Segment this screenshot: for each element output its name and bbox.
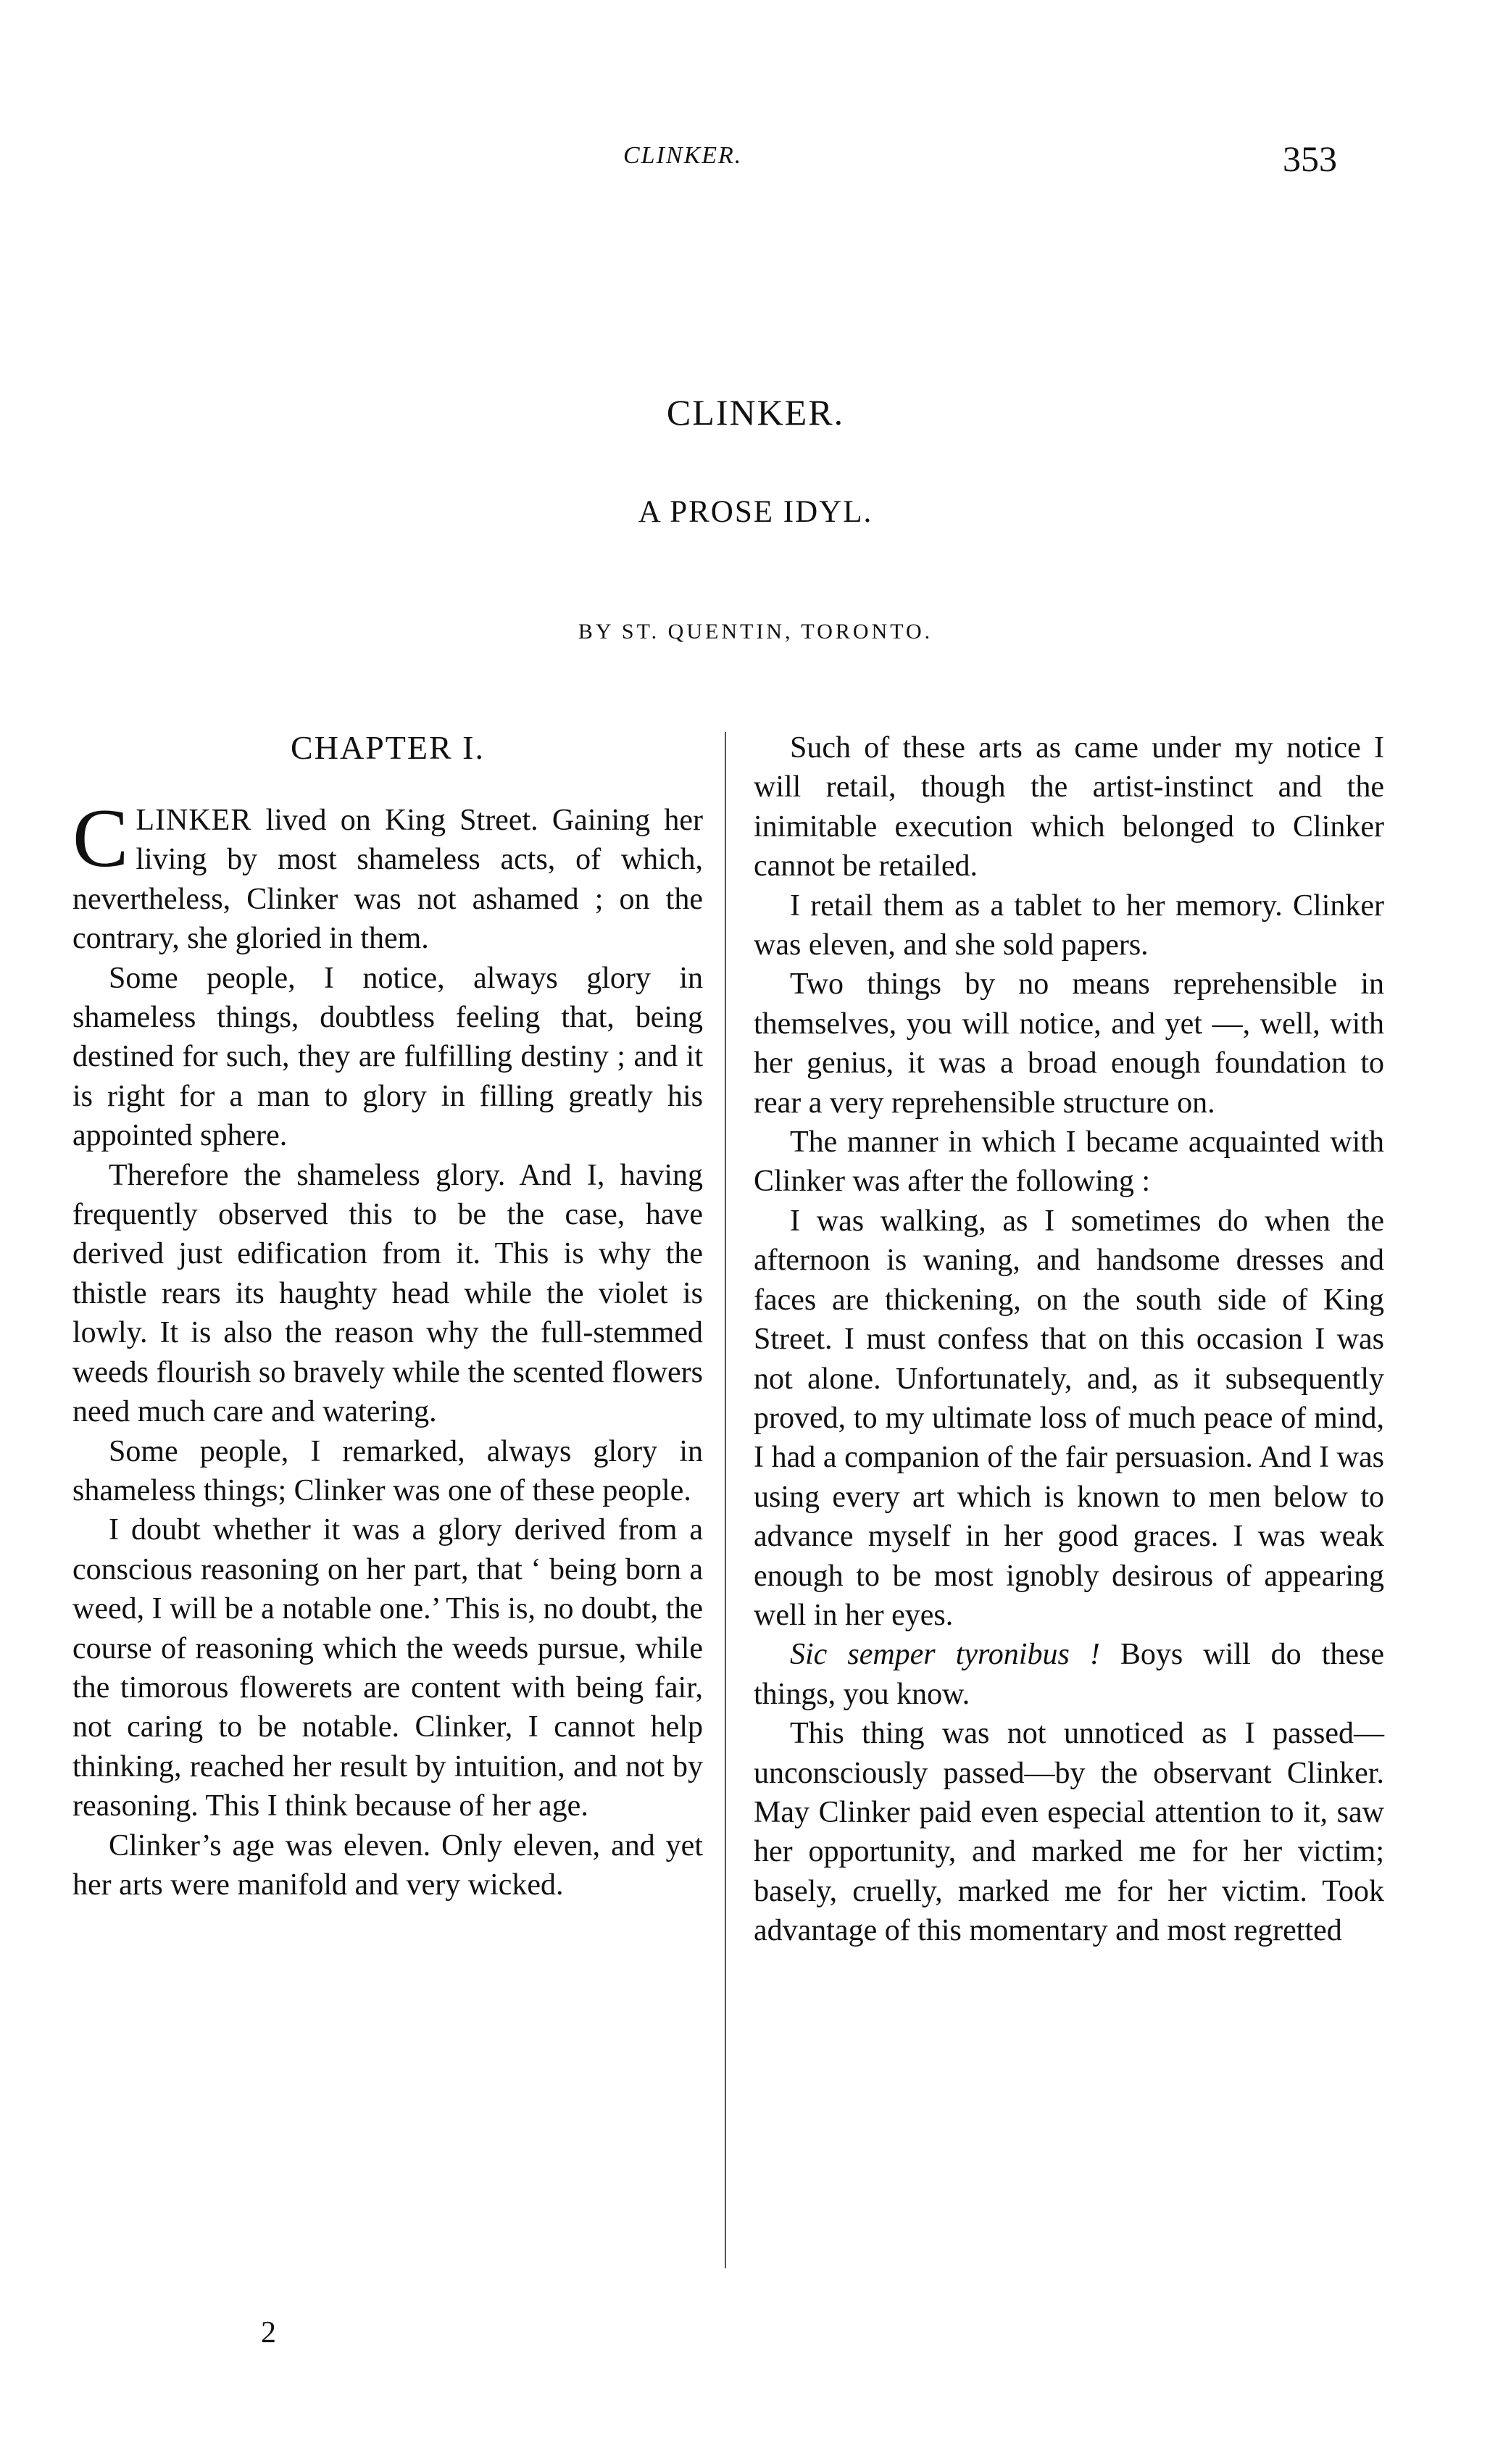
paragraph: I doubt whether it was a glory derived from a conscious reasoning on her part, that ‘ being born a weed, I will be a notable one.’ This is, no doubt, the course of reasoning which the weeds pursue, while the timorous flowerets are content with being fair, not caring to be notable. Clinker, I cannot help thinking, reached her result by intuition, and not by reasoning. This I think because of her age. xyxy=(72,1513,703,1823)
paragraph: The manner in which I became acquainted with Clinker was after the following : xyxy=(754,1125,1384,1199)
column-divider xyxy=(725,732,726,2268)
paragraph: Two things by no means reprehensible in themselves, you will notice, and yet —, well, with her genius, it was a broad enough foundation to rear a very reprehensible structure on. xyxy=(754,967,1384,1120)
opening-word: LINKER xyxy=(136,804,252,837)
paragraph: Therefore the shameless glory. And I, having frequently observed this to be the case, have derived just edification from it. This is why the thistle rears its haughty head while the violet is lowly. It is also the reason why the full-stemmed weeds flourish so bravely while the scented flowers need much care and watering. xyxy=(72,1158,703,1429)
paragraph: I was walking, as I sometimes do when the afternoon is waning, and handsome dresses and faces are thickening, on the south side of King Street. I must confess that on this occasion I was not alone. Unfortunately, and, as it subsequently proved, to my ultimate loss of much peace of mind, I had a companion of the fair persuasion. And I was using every art which is known to men below to advance myself in her good graces. I was weak enough to be most ignobly desirous of appearing well in her eyes. xyxy=(754,1204,1384,1632)
drop-cap: C xyxy=(72,792,129,885)
paragraph-text: Boys will do these things, you know. xyxy=(754,1638,1384,1711)
author-byline: BY ST. QUENTIN, TORONTO. xyxy=(578,620,933,644)
paragraph xyxy=(754,1635,1384,1714)
paragraph: Such of these arts as came under my notice I will retail, though the artist-instinct and the inimitable execution which belonged to Clinker cannot be retailed. xyxy=(754,731,1384,883)
signature-mark: 2 xyxy=(261,2316,276,2349)
paragraph-text: lived on King Street. Gaining her living by most shameless acts, of which, nevertheless, Clinker was not ashamed ; on the contrary, she gloried in them. xyxy=(72,804,703,956)
paragraph: I retail them as a tablet to her memory. Clinker was eleven, and she sold papers. xyxy=(754,888,1384,962)
paragraph: This thing was not unnoticed as I passed—unconsciously passed—by the observant Clinker. May Clinker paid even especial attention to it, saw her opportunity, and marked me for her victim; basely, cruelly, marked me for her victim. Took advantage of this momentary and most regretted xyxy=(754,1717,1384,1948)
page-number: 353 xyxy=(1283,138,1337,179)
latin-phrase: Sic semper tyronibus ! xyxy=(790,1638,1100,1672)
left-column xyxy=(72,728,703,1905)
chapter-heading: CHAPTER I. xyxy=(291,729,485,766)
article-title: CLINKER. xyxy=(666,392,845,433)
paragraph: Some people, I remarked, always glory in shameless things; Clinker was one of these people. xyxy=(72,1434,703,1507)
right-column xyxy=(754,728,1384,1951)
article-subtitle: A PROSE IDYL. xyxy=(638,495,873,529)
paragraph: Clinker’s age was eleven. Only eleven, and yet her arts were manifold and very wicked. xyxy=(72,1828,703,1902)
running-head: CLINKER. xyxy=(623,142,743,169)
paragraph: Some people, I notice, always glory in shameless things, doubtless feeling that, being destined for such, they are fulfilling destiny ; and it is right for a man to glory in filling greatly his appointed sphere. xyxy=(72,961,703,1153)
paragraph xyxy=(72,792,703,959)
